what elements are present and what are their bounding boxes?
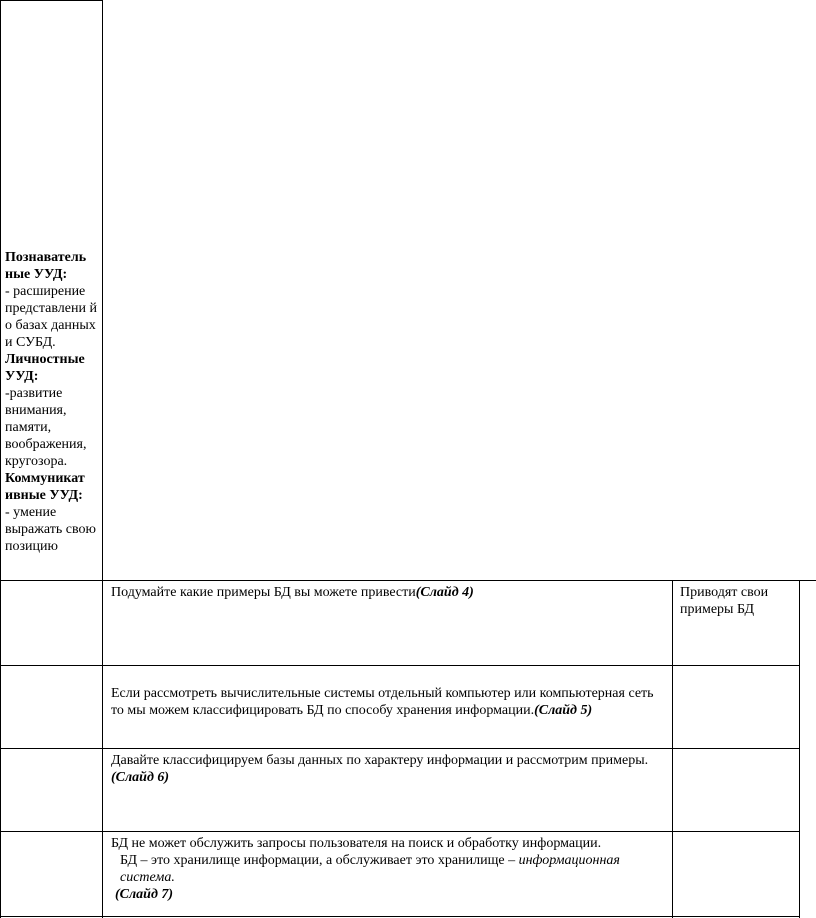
table-border-bottom: [0, 916, 800, 917]
row-divider-3: [0, 748, 800, 749]
cognitive-uud-text: - расширение представлени й о базах данных и СУБД.: [5, 284, 97, 350]
row-1-student-cell: [680, 584, 795, 618]
row-4-teacher-text-1: БД не может обслужить запросы пользователя на поиск и обработку информации.: [111, 836, 602, 851]
row-4-dash: –: [504, 853, 519, 868]
column-divider-2: [672, 580, 673, 918]
table-border-left: [0, 0, 1, 918]
row-2-teacher-cell: [111, 685, 667, 719]
row-3-slide-label: (Слайд 6): [111, 770, 170, 785]
table-border-top: [0, 0, 103, 1]
row-2-teacher-text: Если рассмотреть вычислительные системы отдельный компьютер или компьютерная сеть то мы можем классифицировать БД по способу хранения информации.: [111, 686, 654, 718]
competencies-cell: [5, 249, 99, 555]
personal-uud-title: Личностные УУД:: [5, 352, 85, 384]
row-4-italic-term: информационная система.: [120, 853, 620, 885]
row-1-slide-label: (Слайд 4): [415, 585, 474, 600]
row-3-teacher-cell: [111, 752, 671, 786]
row-1-student-text: Приводят свои примеры БД: [680, 585, 769, 617]
row-2-slide-label: (Слайд 5): [534, 703, 593, 718]
row-3-teacher-text: Давайте классифицируем базы данных по характеру информации и рассмотрим примеры.: [111, 753, 649, 768]
row-4-teacher-text-2: БД – это хранилище информации, а обслуживает это хранилище: [120, 853, 505, 868]
row-1-teacher-cell: [111, 584, 667, 601]
row-divider-2: [0, 665, 800, 666]
row-divider-4: [0, 831, 800, 832]
row-4-slide-label: (Слайд 7): [115, 887, 174, 902]
column-divider-3: [799, 580, 800, 918]
row-4-teacher-cell: [111, 835, 667, 903]
personal-uud-text: -развитие внимания, памяти, воображения, кругозора.: [5, 386, 87, 469]
communicative-uud-title: Коммуникат ивные УУД:: [5, 471, 85, 503]
row-1-teacher-text: Подумайте какие примеры БД вы можете привести: [111, 585, 416, 600]
column-divider-1: [102, 0, 103, 918]
communicative-uud-text: - умение выражать свою позицию: [5, 505, 96, 554]
row-divider-1: [0, 580, 816, 581]
cognitive-uud-title: Познаватель ные УУД:: [5, 250, 87, 282]
